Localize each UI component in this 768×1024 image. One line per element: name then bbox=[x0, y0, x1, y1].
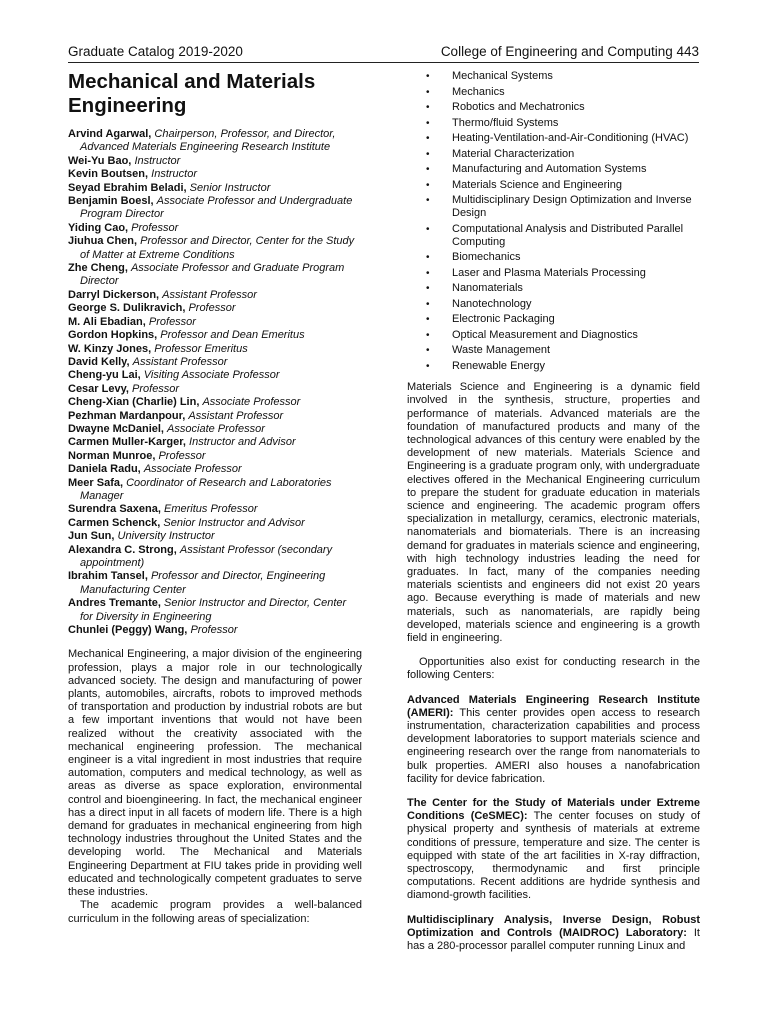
faculty-name: Pezhman Mardanpour, bbox=[68, 409, 186, 422]
specialization-item bbox=[407, 282, 700, 295]
faculty-title: Professor bbox=[190, 624, 238, 637]
specialization-item bbox=[407, 251, 700, 264]
right-column bbox=[407, 70, 700, 953]
specialization-label: Manufacturing and Automation Systems bbox=[452, 163, 647, 175]
faculty-title: Senior Instructor and Director, Center for Diversity in Engineering bbox=[80, 597, 347, 623]
faculty-name: Surendra Saxena, bbox=[68, 503, 161, 516]
faculty-entry bbox=[68, 128, 362, 155]
faculty-title: Instructor and Advisor bbox=[189, 436, 296, 449]
faculty-title: Visiting Associate Professor bbox=[143, 369, 280, 382]
opportunities-paragraph: Opportunities also exist for conducting research in the following Centers: bbox=[407, 656, 700, 682]
catalog-year: Graduate Catalog 2019-2020 bbox=[68, 44, 243, 59]
faculty-entry bbox=[68, 235, 362, 262]
bullet-icon: • bbox=[426, 164, 430, 175]
bullet-icon: • bbox=[426, 102, 430, 113]
center-description: It has a 280-processor parallel computer running Linux and bbox=[407, 926, 700, 953]
faculty-entry bbox=[68, 503, 362, 516]
faculty-entry bbox=[68, 195, 362, 222]
faculty-name: Alexandra C. Strong, bbox=[68, 543, 177, 556]
faculty-name: Zhe Cheng, bbox=[68, 262, 128, 275]
bullet-icon: • bbox=[426, 148, 430, 160]
center-paragraph bbox=[407, 797, 700, 903]
specialization-list bbox=[407, 70, 700, 373]
faculty-name: Darryl Dickerson, bbox=[68, 288, 160, 301]
specialization-label: Thermo/fluid Systems bbox=[452, 116, 559, 129]
faculty-list bbox=[68, 128, 362, 637]
faculty-title: Associate Professor and Undergraduate Program Director bbox=[80, 195, 353, 221]
intro-paragraph: Mechanical Engineering, a major division of the engineering profession, plays a major role in our technologically advanced society. The design and manufacturing of power plants, automobiles, aircrafts, robots to improved methods of transportation and production by industrial robots are but a few important inventions that would not have been realized without the creativity associated with the mechanical engineering profession. The mechanical engineer is a vital ingredient in most industries that require automation, computers and medical technology, as well as areas as diverse as space exploration, environmental control and bioengineering. In fact, the mechanical engineer has a direct input in all facets of modern life. There is a high demand for graduates in mechanical engineering from high technology industries throughout the United States and the developing world. The Mechanical and Materials Engineering Department at FIU takes pride in providing well educated and technologically competent graduates to serve these industries. bbox=[68, 648, 362, 899]
specialization-item bbox=[407, 223, 700, 249]
faculty-title: Professor bbox=[131, 221, 179, 234]
specialization-item bbox=[407, 329, 700, 342]
faculty-title: Associate Professor bbox=[143, 463, 242, 476]
bullet-icon: • bbox=[426, 345, 430, 357]
faculty-title: Coordinator of Research and Laboratories Manager bbox=[80, 476, 332, 502]
bullet-icon: • bbox=[426, 252, 430, 264]
specialization-item bbox=[407, 148, 700, 161]
faculty-title: Assistant Professor bbox=[162, 288, 257, 301]
faculty-entry bbox=[68, 396, 362, 409]
faculty-entry bbox=[68, 423, 362, 436]
faculty-entry bbox=[68, 262, 362, 289]
materials-paragraph: Materials Science and Engineering is a dynamic field involved in the synthesis, structure, properties and performance of materials. Advanced materials are the foundation of manufactured products and many of the technological advances of this century were enabled by the development of new materials. Materials Science and Engineering is a graduate program only, with undergraduate electives offered in the Mechanical Engineering curriculum to prepare the student for graduate education in materials science and engineering. The academic program offers specialization in metallurgy, ceramics, electronic materials, nanomaterials and biomaterials. There is an increasing demand for graduates in materials science and engineering, with high technology industries leading the need for graduates. In fact, many of the companies needing materials scientists and engineers did not exist 20 years ago. Because everything is made of materials and new materials, such as nanomaterials, are rapidly being developed, materials science and engineering is a growth field in engineering. bbox=[407, 381, 700, 644]
faculty-entry bbox=[68, 477, 362, 504]
faculty-entry bbox=[68, 383, 362, 396]
specialization-label: Biomechanics bbox=[452, 251, 521, 264]
faculty-entry bbox=[68, 517, 362, 530]
curriculum-paragraph: The academic program provides a well-balanced curriculum in the following areas of specialization: bbox=[68, 899, 362, 925]
faculty-title: Associate Professor bbox=[202, 396, 301, 409]
specialization-item bbox=[407, 344, 700, 357]
faculty-entry bbox=[68, 343, 362, 356]
faculty-entry bbox=[68, 544, 362, 571]
specialization-label: Mechanics bbox=[452, 85, 505, 98]
faculty-entry bbox=[68, 570, 362, 597]
faculty-entry bbox=[68, 182, 362, 195]
bullet-icon: • bbox=[426, 267, 430, 279]
specialization-label: Renewable Energy bbox=[452, 359, 545, 372]
specialization-label: Robotics and Mechatronics bbox=[452, 101, 585, 113]
faculty-name: Yiding Cao, bbox=[68, 221, 129, 234]
center-name: The Center for the Study of Materials under Extreme Conditions (CeSMEC): bbox=[407, 797, 700, 823]
specialization-label: Mechanical Systems bbox=[452, 70, 553, 82]
faculty-title: Assistant Professor bbox=[188, 409, 284, 422]
center-name: Multidisciplinary Analysis, Inverse Design, Robust Optimization and Controls (MAIDROC) Laboratory: bbox=[407, 913, 700, 939]
faculty-name: W. Kinzy Jones, bbox=[68, 342, 152, 355]
faculty-name: Chunlei (Peggy) Wang, bbox=[68, 624, 188, 637]
faculty-title: Senior Instructor bbox=[189, 181, 271, 194]
faculty-name: Wei-Yu Bao, bbox=[68, 154, 132, 167]
faculty-title: Professor bbox=[148, 315, 196, 328]
faculty-name: Norman Munroe, bbox=[68, 449, 156, 462]
faculty-title: Emeritus Professor bbox=[164, 503, 258, 516]
center-paragraph bbox=[407, 694, 700, 786]
bullet-icon: • bbox=[426, 86, 430, 98]
bullet-icon: • bbox=[426, 133, 430, 144]
bullet-icon: • bbox=[426, 298, 430, 310]
bullet-icon: • bbox=[426, 223, 430, 235]
center-description: This center provides open access to research instrumentation, characterization capabilities and process development laboratories to support materials science and engineering research over the range from nanomaterials to bulk properties. AMERI also houses a nanofabrication facility for device fabrication. bbox=[407, 706, 700, 785]
faculty-name: Jiuhua Chen, bbox=[68, 235, 138, 248]
faculty-name: Cheng-Xian (Charlie) Lin, bbox=[68, 396, 200, 409]
specialization-label: Electronic Packaging bbox=[452, 313, 555, 326]
specialization-item bbox=[407, 360, 700, 373]
faculty-title: Instructor bbox=[134, 154, 181, 167]
faculty-name: George S. Dulikravich, bbox=[68, 302, 186, 315]
center-name: Advanced Materials Engineering Research Institute (AMERI): bbox=[407, 693, 700, 719]
faculty-name: Meer Safa, bbox=[68, 476, 124, 489]
faculty-entry bbox=[68, 369, 362, 382]
specialization-label: Computational Analysis and Distributed Parallel Computing bbox=[452, 222, 684, 248]
faculty-name: Carmen Muller-Karger, bbox=[68, 436, 186, 449]
faculty-name: Cheng-yu Lai, bbox=[68, 369, 141, 382]
faculty-title: Professor Emeritus bbox=[154, 342, 248, 355]
college-page-number: College of Engineering and Computing 443 bbox=[440, 44, 699, 59]
specialization-item bbox=[407, 194, 700, 220]
specialization-item bbox=[407, 313, 700, 326]
specialization-label: Materials Science and Engineering bbox=[452, 178, 622, 191]
page-header bbox=[68, 44, 699, 63]
faculty-title: Chairperson, Professor, and Director, Advanced Materials Engineering Research Institute bbox=[80, 128, 336, 154]
page-title: Mechanical and Materials Engineering bbox=[68, 70, 316, 117]
specialization-item bbox=[407, 86, 700, 99]
faculty-name: Daniela Radu, bbox=[68, 463, 141, 476]
faculty-title: Professor and Dean Emeritus bbox=[160, 329, 305, 342]
bullet-icon: • bbox=[426, 329, 430, 341]
specialization-item bbox=[407, 101, 700, 114]
specialization-label: Nanotechnology bbox=[452, 297, 532, 310]
center-paragraph bbox=[407, 914, 700, 954]
faculty-title: Senior Instructor and Advisor bbox=[163, 516, 305, 529]
faculty-name: Kevin Boutsen, bbox=[68, 168, 149, 181]
faculty-title: Professor and Director, Center for the Study of Matter at Extreme Conditions bbox=[80, 235, 355, 261]
faculty-entry bbox=[68, 450, 362, 463]
specialization-label: Multidisciplinary Design Optimization and Inverse Design bbox=[452, 194, 692, 220]
faculty-entry bbox=[68, 155, 362, 168]
faculty-title: Instructor bbox=[151, 168, 197, 181]
faculty-entry bbox=[68, 410, 362, 423]
specialization-item bbox=[407, 163, 700, 176]
faculty-name: Ibrahim Tansel, bbox=[68, 570, 148, 583]
bullet-icon: • bbox=[426, 195, 430, 206]
bullet-icon: • bbox=[426, 283, 430, 295]
specialization-label: Optical Measurement and Diagnostics bbox=[452, 328, 638, 341]
bullet-icon: • bbox=[426, 360, 430, 372]
faculty-title: Professor bbox=[188, 302, 236, 315]
bullet-icon: • bbox=[426, 314, 430, 326]
specialization-item bbox=[407, 267, 700, 280]
faculty-entry bbox=[68, 597, 362, 624]
research-centers bbox=[407, 694, 700, 954]
specialization-item bbox=[407, 179, 700, 192]
faculty-title: Assistant Professor bbox=[132, 355, 228, 368]
specialization-item bbox=[407, 298, 700, 311]
specialization-item bbox=[407, 132, 700, 145]
faculty-entry bbox=[68, 624, 362, 637]
specialization-label: Waste Management bbox=[452, 344, 551, 357]
faculty-entry bbox=[68, 316, 362, 329]
faculty-title: Professor and Director, Engineering Manufacturing Center bbox=[80, 570, 326, 596]
center-description: The center focuses on study of physical property and synthesis of materials at extreme conditions of pressure, temperature and size. The center is equipped with state of the art facilities in X-ray diffraction, spectroscopy, thermodynamic and first principle computations. Recent additions are hydride synthesis and diamond-growth facilities. bbox=[407, 810, 701, 902]
faculty-title: University Instructor bbox=[117, 530, 215, 543]
bullet-icon: • bbox=[426, 179, 430, 191]
bullet-icon: • bbox=[426, 71, 430, 82]
faculty-name: Cesar Levy, bbox=[68, 382, 129, 395]
specialization-item bbox=[407, 117, 700, 130]
faculty-entry bbox=[68, 463, 362, 476]
faculty-entry bbox=[68, 302, 362, 315]
specialization-label: Heating-Ventilation-and-Air-Conditioning (HVAC) bbox=[452, 132, 689, 144]
faculty-name: Jun Sun, bbox=[68, 530, 115, 543]
faculty-entry bbox=[68, 222, 362, 235]
faculty-name: Seyad Ebrahim Beladi, bbox=[68, 181, 187, 194]
faculty-title: Professor bbox=[158, 449, 206, 462]
specialization-label: Laser and Plasma Materials Processing bbox=[452, 266, 646, 279]
faculty-name: Benjamin Boesl, bbox=[68, 195, 154, 208]
specialization-label: Material Characterization bbox=[452, 147, 575, 160]
faculty-entry bbox=[68, 530, 362, 543]
faculty-name: Gordon Hopkins, bbox=[68, 329, 158, 342]
specialization-label: Nanomaterials bbox=[452, 282, 523, 295]
faculty-name: M. Ali Ebadian, bbox=[68, 315, 146, 328]
left-column bbox=[68, 70, 362, 926]
faculty-name: Andres Tremante, bbox=[68, 597, 161, 610]
faculty-name: Dwayne McDaniel, bbox=[68, 422, 164, 435]
faculty-entry bbox=[68, 329, 362, 342]
faculty-title: Associate Professor and Graduate Program Director bbox=[80, 262, 345, 288]
faculty-entry bbox=[68, 436, 362, 449]
faculty-title: Professor bbox=[132, 382, 180, 395]
faculty-entry bbox=[68, 289, 362, 302]
faculty-name: Arvind Agarwal, bbox=[68, 128, 152, 140]
faculty-entry bbox=[68, 356, 362, 369]
faculty-title: Assistant Professor (secondary appointment) bbox=[80, 543, 333, 569]
bullet-icon: • bbox=[426, 117, 430, 129]
faculty-name: David Kelly, bbox=[68, 355, 130, 368]
faculty-entry bbox=[68, 168, 362, 181]
faculty-title: Associate Professor bbox=[167, 422, 265, 435]
specialization-item bbox=[407, 70, 700, 83]
faculty-name: Carmen Schenck, bbox=[68, 516, 161, 529]
